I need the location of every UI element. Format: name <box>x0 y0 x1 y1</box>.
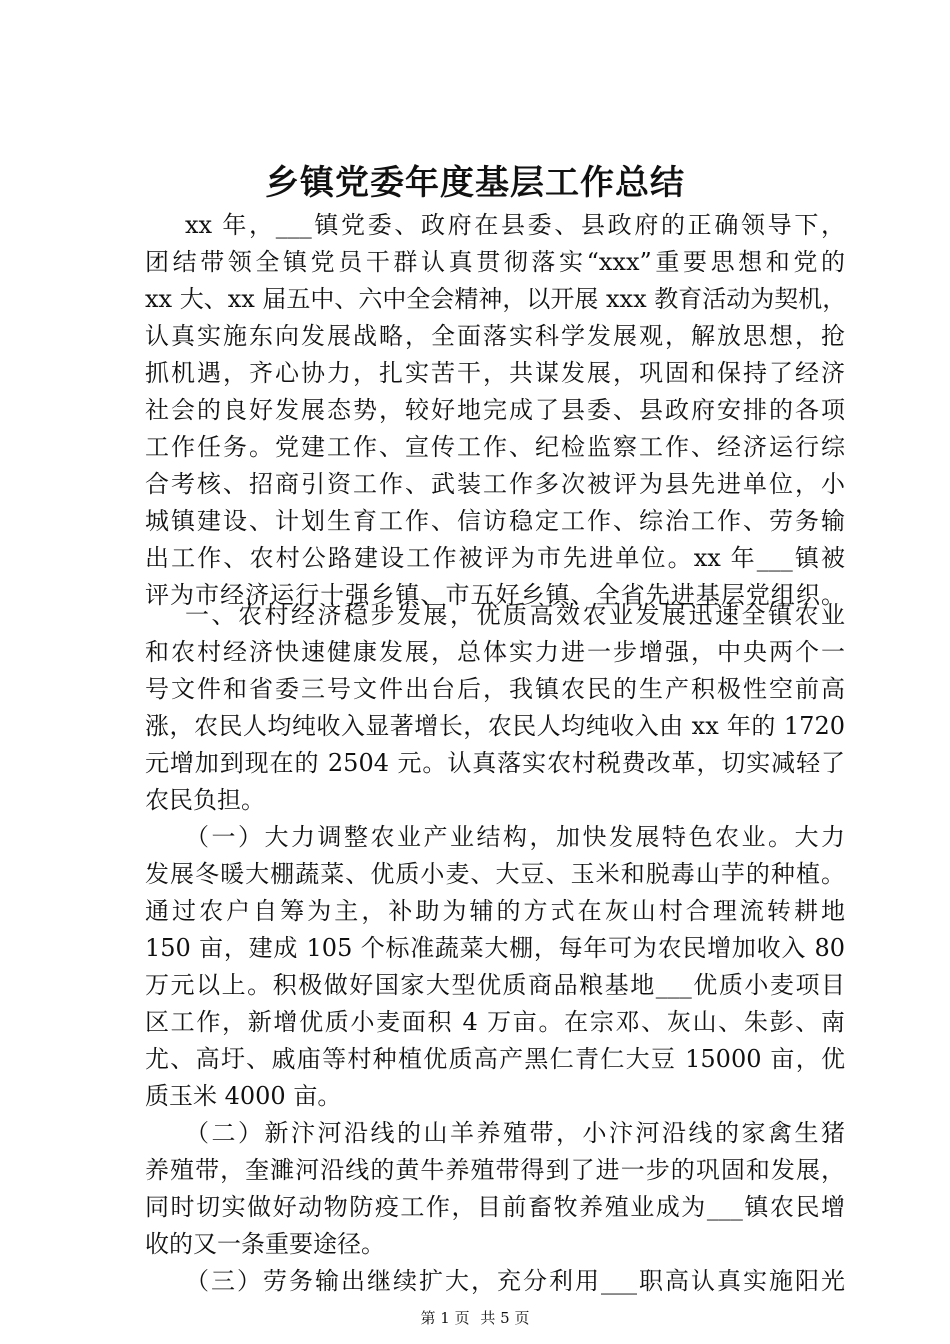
text-line: xx 年，___镇党委、政府在县委、县政府的正确领导下， <box>185 211 845 239</box>
paragraph-subsection-two <box>145 1115 845 1263</box>
text-line: （一）大力调整农业产业结构，加快发展特色农业。大力 <box>185 823 845 851</box>
text-line: 万元以上。积极做好国家大型优质商品粮基地___优质小麦项目 <box>145 971 845 999</box>
text-line: 评为市经济运行十强乡镇、市五好乡镇、全省先进基层党组织。 <box>145 581 845 609</box>
text-line: 一、农村经济稳步发展，优质高效农业发展迅速全镇农业 <box>185 601 845 629</box>
text-line: 发展冬暖大棚蔬菜、优质小麦、大豆、玉米和脱毒山芋的种植。 <box>145 860 845 888</box>
text-line: 质玉米 4000 亩。 <box>145 1082 342 1110</box>
paragraph-intro <box>145 207 845 614</box>
text-line: 尤、高圩、戚庙等村种植优质高产黑仁青仁大豆 15000 亩，优 <box>145 1045 845 1073</box>
text-line: 社会的良好发展态势，较好地完成了县委、县政府安排的各项 <box>145 396 845 424</box>
text-line: 工作任务。党建工作、宣传工作、纪检监察工作、经济运行综 <box>145 433 845 461</box>
text-line: 城镇建设、计划生育工作、信访稳定工作、综治工作、劳务输 <box>145 507 845 535</box>
text-line: 农民负担。 <box>145 786 265 814</box>
text-line: 涨，农民人均纯收入显著增长，农民人均纯收入由 xx 年的 1720 <box>145 712 845 740</box>
text-line: 收的又一条重要途径。 <box>145 1230 385 1258</box>
text-line: 号文件和省委三号文件出台后，我镇农民的生产积极性空前高 <box>145 675 845 703</box>
text-line: xx 大、xx 届五中、六中全会精神，以开展 xxx 教育活动为契机， <box>145 285 847 313</box>
text-line: 元增加到现在的 2504 元。认真落实农村税费改革，切实减轻了 <box>145 749 845 777</box>
text-line: 出工作、农村公路建设工作被评为市先进单位。xx 年___镇被 <box>145 544 845 572</box>
document-title: 乡镇党委年度基层工作总结 <box>265 163 685 203</box>
text-line: 团结带领全镇党员干群认真贯彻落实“xxx”重要思想和党的 <box>145 248 845 276</box>
page-number: 第 1 页 <box>420 1309 470 1327</box>
text-line: 区工作，新增优质小麦面积 4 万亩。在宗邓、灰山、朱彭、南 <box>145 1008 845 1036</box>
text-line: 合考核、招商引资工作、武装工作多次被评为县先进单位，小 <box>145 470 845 498</box>
text-line: 抓机遇，齐心协力，扎实苦干，共谋发展，巩固和保持了经济 <box>145 359 845 387</box>
text-line: 和农村经济快速健康发展，总体实力进一步增强，中央两个一 <box>145 638 845 666</box>
text-line: 通过农户自筹为主，补助为辅的方式在灰山村合理流转耕地 <box>145 897 845 925</box>
text-line: 养殖带，奎濉河沿线的黄牛养殖带得到了进一步的巩固和发展， <box>145 1156 845 1184</box>
text-line: 认真实施东向发展战略，全面落实科学发展观，解放思想，抢 <box>145 322 845 350</box>
page-footer <box>0 1306 950 1330</box>
text-line: 同时切实做好动物防疫工作，目前畜牧养殖业成为___镇农民增 <box>145 1193 845 1221</box>
text-line: （二）新汴河沿线的山羊养殖带，小汴河沿线的家禽生猪 <box>185 1119 845 1147</box>
page-total: 共 5 页 <box>480 1309 530 1327</box>
paragraph-section-one <box>145 597 845 819</box>
paragraph-subsection-one <box>145 819 845 1115</box>
paragraph-subsection-three <box>145 1263 845 1300</box>
text-line: （三）劳务输出继续扩大，充分利用___职高认真实施阳光 <box>185 1267 845 1295</box>
text-line: 150 亩，建成 105 个标准蔬菜大棚，每年可为农民增加收入 80 <box>145 934 845 962</box>
